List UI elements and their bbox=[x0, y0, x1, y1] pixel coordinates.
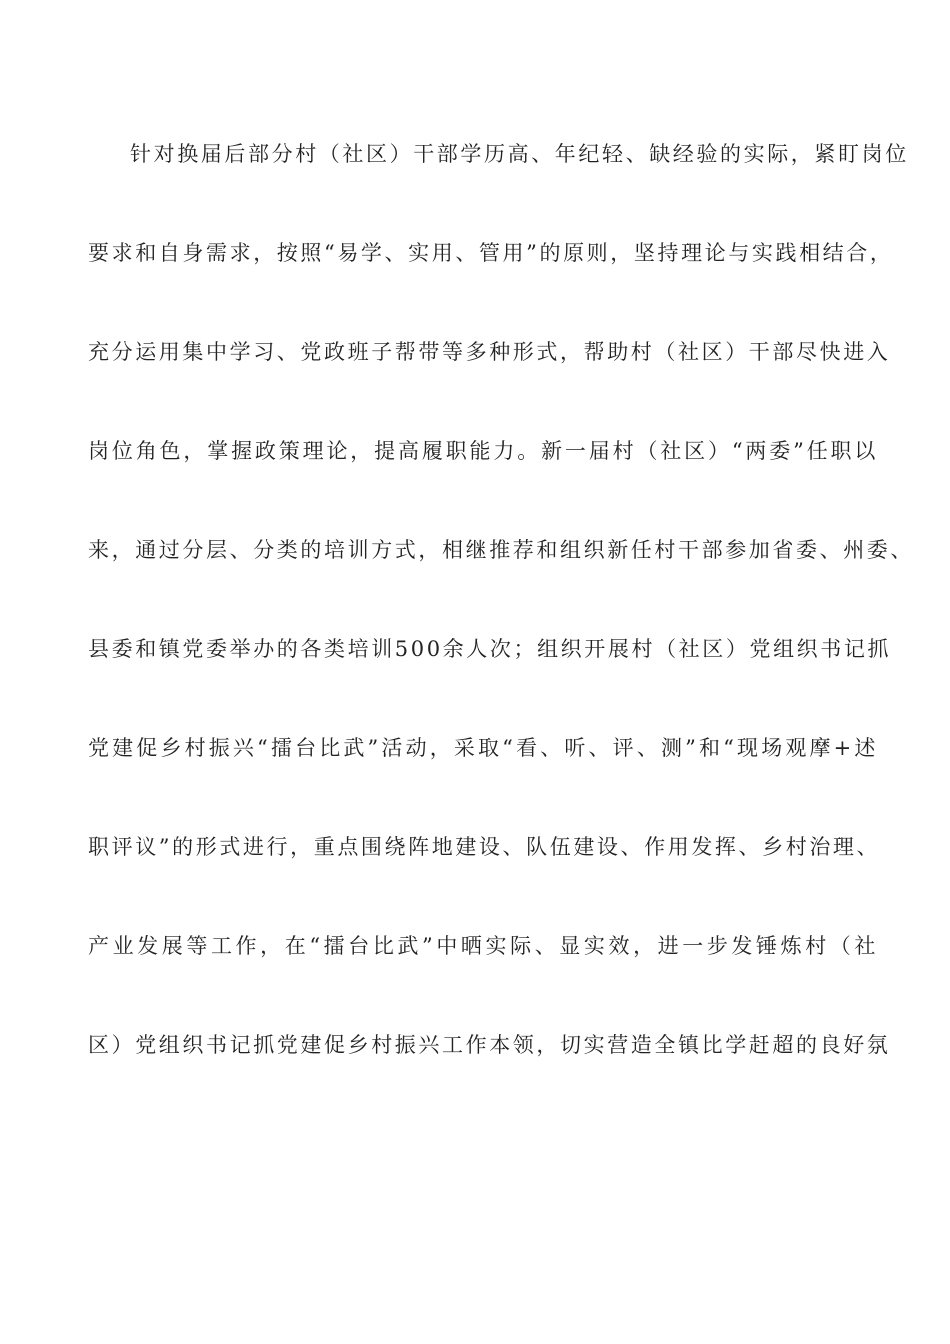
text-line-1: 针对换届后部分村（社区）干部学历高、年纪轻、缺经验的实际，紧盯岗位 bbox=[130, 142, 909, 166]
text-line-5: 来，通过分层、分类的培训方式，相继推荐和组织新任村干部参加省委、州委、 bbox=[88, 538, 914, 562]
text-line-10: 区）党组织书记抓党建促乡村振兴工作本领，切实营造全镇比学赶超的良好氛 bbox=[88, 1033, 891, 1057]
text-line-7: 党建促乡村振兴“擂台比武”活动，采取“看、听、评、测”和“现场观摩+述 bbox=[88, 736, 878, 760]
body-paragraph bbox=[88, 134, 914, 1124]
text-line-8: 职评议”的形式进行，重点围绕阵地建设、队伍建设、作用发挥、乡村治理、 bbox=[88, 835, 881, 859]
text-line-6: 县委和镇党委举办的各类培训500余人次；组织开展村（社区）党组织书记抓 bbox=[88, 637, 892, 661]
text-line-9: 产业发展等工作，在“擂台比武”中晒实际、显实效，进一步发锤炼村（社 bbox=[88, 934, 878, 958]
text-line-4: 岗位角色，掌握政策理论，提高履职能力。新一届村（社区）“两委”任职以 bbox=[88, 439, 878, 463]
text-line-2: 要求和自身需求，按照“易学、实用、管用”的原则，坚持理论与实践相结合， bbox=[88, 241, 894, 265]
text-line-3: 充分运用集中学习、党政班子帮带等多种形式，帮助村（社区）干部尽快进入 bbox=[88, 340, 891, 364]
